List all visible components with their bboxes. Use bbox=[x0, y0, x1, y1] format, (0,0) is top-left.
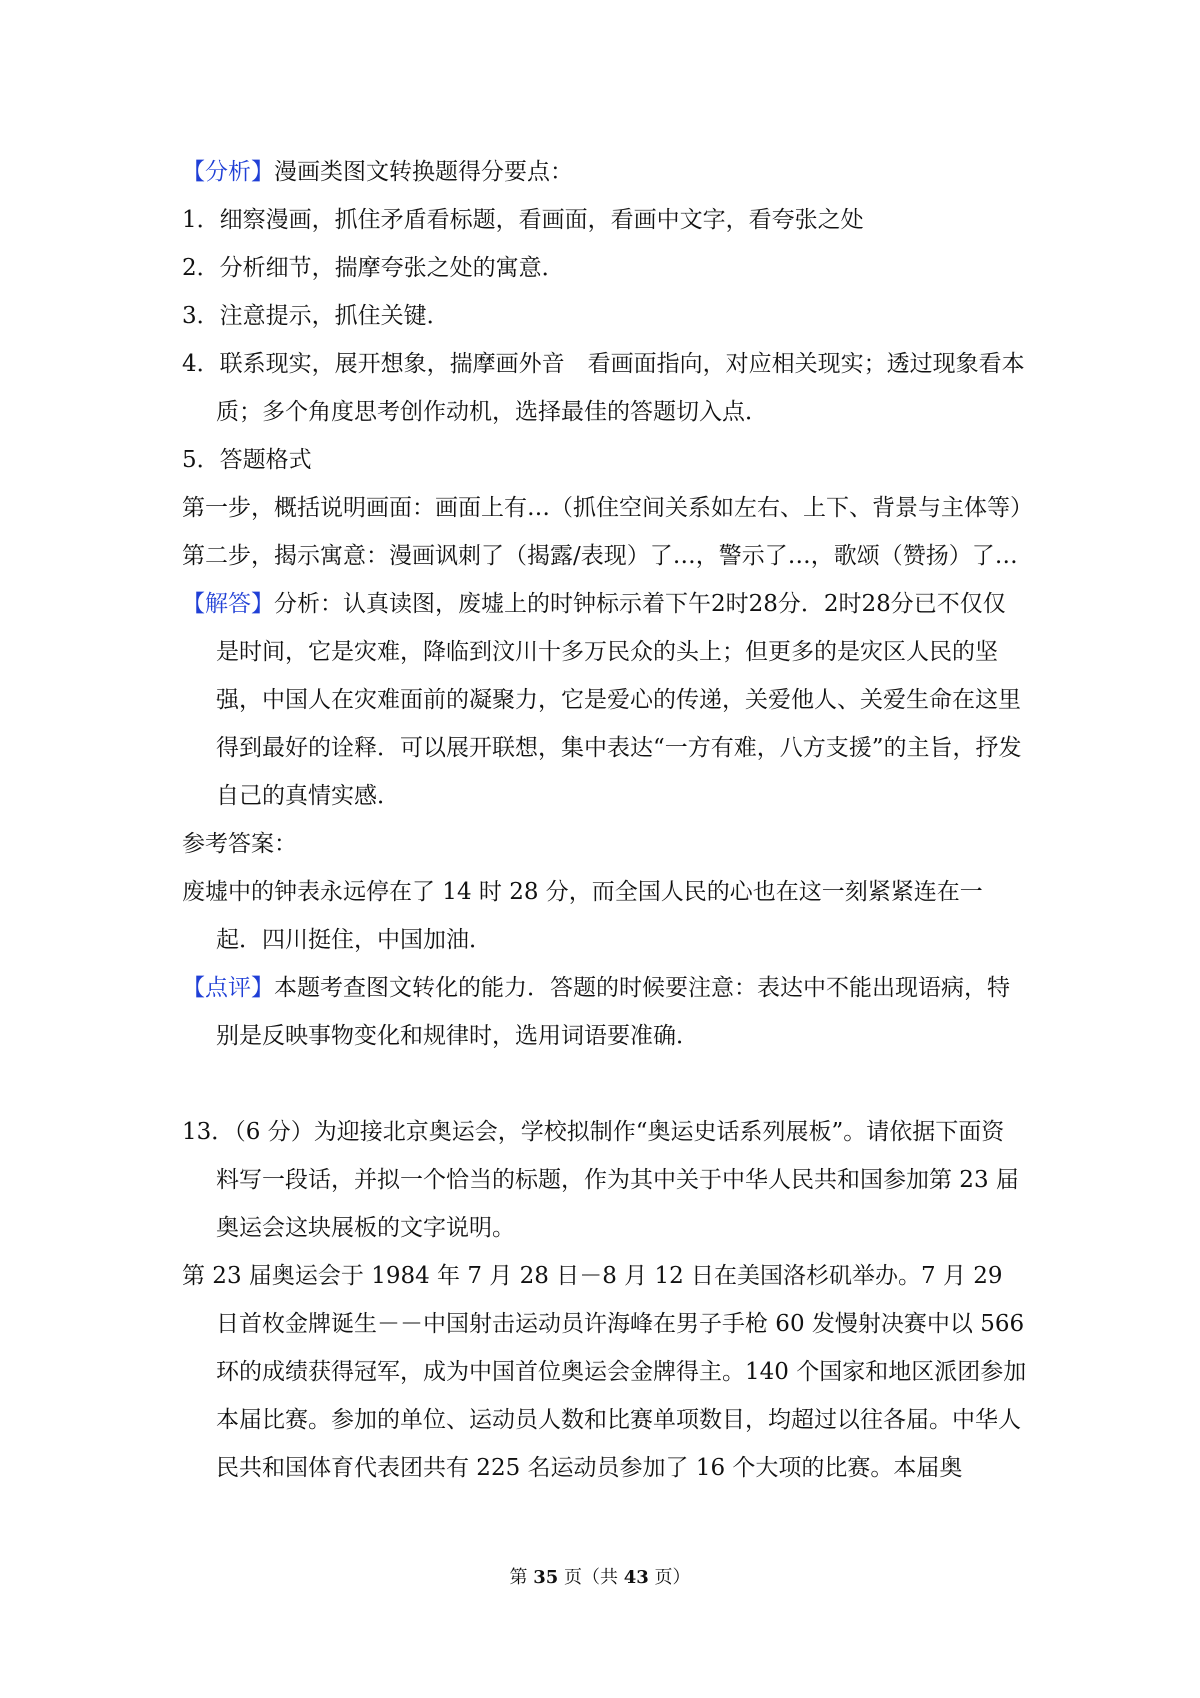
answer-paragraph bbox=[182, 580, 1027, 820]
answer-tag: 【解答】 bbox=[182, 591, 274, 617]
footer-suffix: 页） bbox=[648, 1567, 691, 1588]
page-footer bbox=[0, 1564, 1200, 1592]
analysis-intro: 漫画类图文转换题得分要点： bbox=[274, 159, 573, 185]
footer-page-number: 35 bbox=[533, 1567, 559, 1588]
comment-text: 本题考查图文转化的能力．答题的时候要注意：表达中不能出现语病，特别是反映事物变化和规律时，选用词语要准确． bbox=[216, 975, 1010, 1049]
analysis-paragraph bbox=[182, 148, 1027, 196]
question-13-material: 第 23 届奥运会于 1984 年 7 月 28 日－8 月 12 日在美国洛杉矶举办。7 月 29 日首枚金牌诞生－－中国射击运动员许海峰在男子手枪 60 发慢射决赛中以 566 环的成绩获得冠军，成为中国首位奥运会金牌得主。140 个国家和地区派团参加本届比赛。参加的单位、运动员人数和比赛单项数目，均超过以往各届。中华人民共和国体育代表团共有 225 名运动员参加了 16 个大项的比赛。本届奥 bbox=[182, 1263, 1027, 1481]
analysis-step-2: 第二步，揭示寓意：漫画讽刺了（揭露/表现）了…，警示了…，歌颂（赞扬）了… bbox=[182, 543, 1018, 569]
question-13-prompt: 13．（6 分）为迎接北京奥运会，学校拟制作“奥运史话系列展板”。请依据下面资料写一段话，并拟一个恰当的标题，作为其中关于中华人民共和国参加第 23 届奥运会这块展板的文字说明。 bbox=[182, 1119, 1019, 1241]
analysis-step-1: 第一步，概括说明画面：画面上有…（抓住空间关系如左右、上下、背景与主体等） bbox=[182, 495, 1033, 521]
analysis-point-1: 1．细察漫画，抓住矛盾看标题，看画面，看画中文字，看夸张之处 bbox=[182, 207, 864, 233]
comment-paragraph bbox=[182, 964, 1027, 1060]
footer-prefix: 第 bbox=[509, 1567, 534, 1588]
reference-answer-text: 废墟中的钟表永远停在了 14 时 28 分，而全国人民的心也在这一刻紧紧连在一起．四川挺住，中国加油． bbox=[182, 879, 983, 953]
footer-middle: 页（共 bbox=[558, 1567, 624, 1588]
analysis-point-3: 3．注意提示，抓住关键． bbox=[182, 303, 450, 329]
analysis-point-2: 2．分析细节，揣摩夸张之处的寓意． bbox=[182, 255, 565, 281]
footer-total-pages: 43 bbox=[623, 1567, 649, 1588]
answer-text: 分析：认真读图，废墟上的时钟标示着下午2时28分．2时28分已不仅仅是时间，它是灾难，降临到汶川十多万民众的头上；但更多的是灾区人民的坚强，中国人在灾难面前的凝聚力，它是爱心的传递，关爱他人、关爱生命在这里得到最好的诠释．可以展开联想，集中表达“一方有难，八方支援”的主旨，抒发自己的真情实感． bbox=[216, 591, 1022, 809]
section-gap bbox=[182, 1060, 1027, 1108]
analysis-point-4: 4．联系现实，展开想象，揣摩画外音 看画面指向，对应相关现实；透过现象看本质；多个角度思考创作动机，选择最佳的答题切入点． bbox=[182, 351, 1025, 425]
page-body bbox=[182, 148, 1033, 1492]
comment-tag: 【点评】 bbox=[182, 975, 274, 1001]
analysis-tag: 【分析】 bbox=[182, 159, 274, 185]
analysis-point-5: 5．答题格式 bbox=[182, 447, 312, 473]
reference-answer-label: 参考答案： bbox=[182, 831, 297, 857]
